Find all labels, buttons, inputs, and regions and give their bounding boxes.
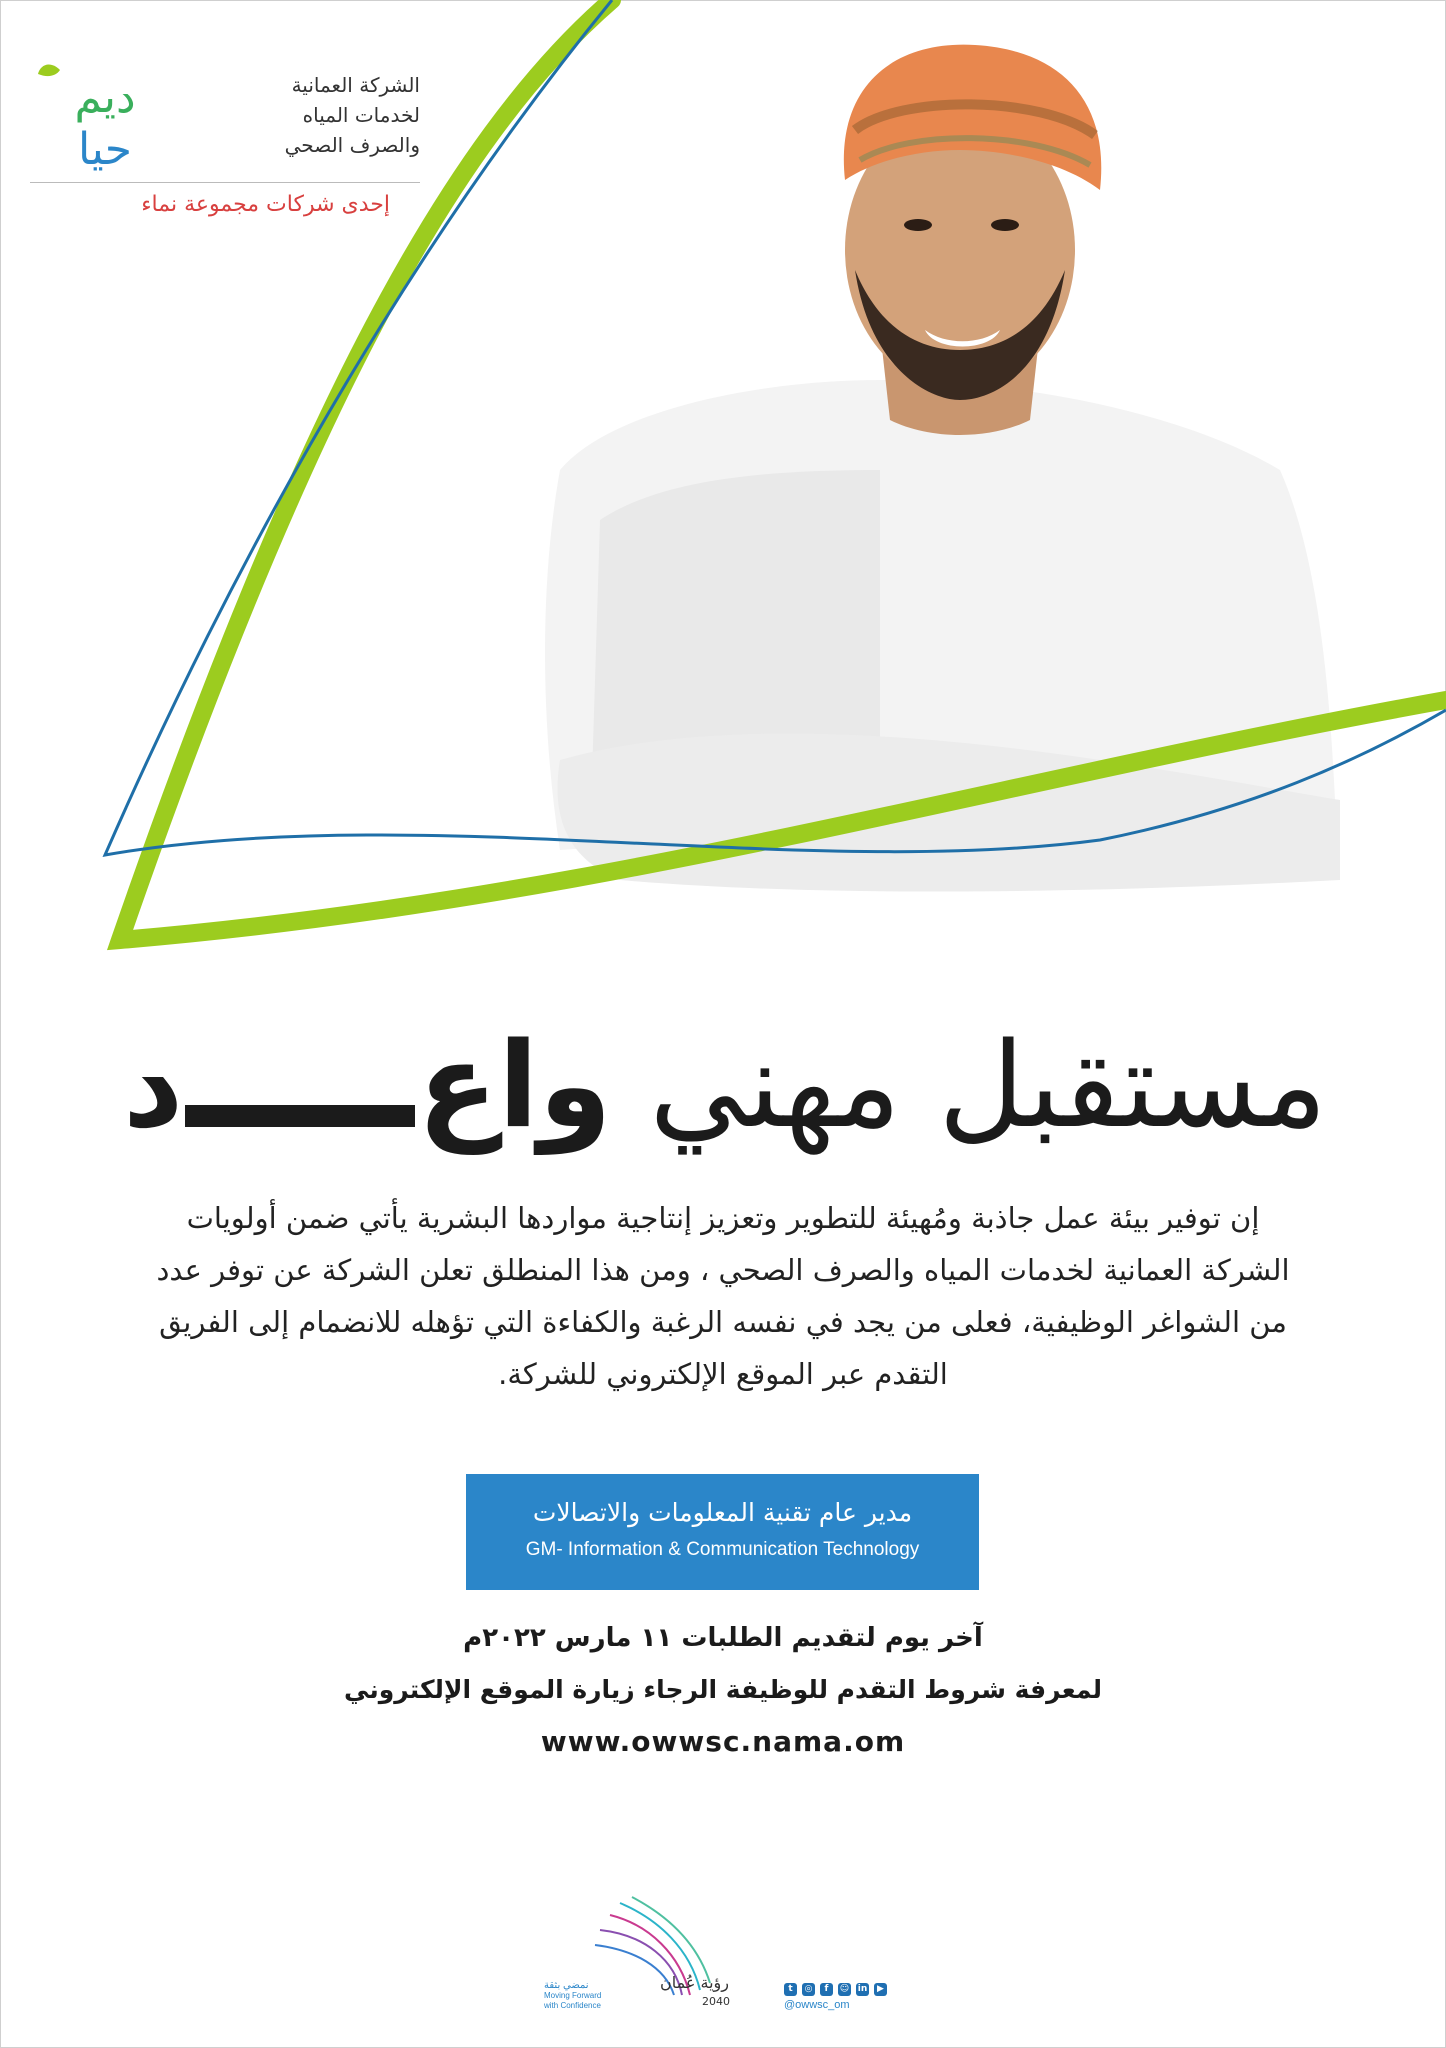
- company-name-line2: لخدمات المياه: [302, 103, 420, 127]
- company-name: [230, 70, 420, 160]
- youtube-icon[interactable]: ▶: [874, 1983, 887, 1996]
- company-logo: [30, 60, 420, 235]
- intro-line: إن توفير بيئة عمل جاذبة ومُهيئة للتطوير وتعزيز إنتاجية مواردها البشرية يأتي ضمن أولويات: [186, 1201, 1260, 1235]
- facebook-icon[interactable]: f: [820, 1983, 833, 1996]
- oman-vision-year: 2040: [702, 1995, 730, 2008]
- job-title-box: [466, 1474, 979, 1590]
- website-link[interactable]: www.owwsc.nama.om: [540, 1725, 906, 1758]
- instagram-icon[interactable]: ◎: [802, 1983, 815, 1996]
- intro-line: من الشواغر الوظيفية، فعلى من يجد في نفسه الرغبة والكفاءة التي تؤهله للانضمام إلى الفريق: [159, 1305, 1287, 1339]
- headline-kashida: [185, 1105, 415, 1127]
- headline: [40, 1015, 1410, 1155]
- snapchat-icon[interactable]: ☺: [839, 1984, 850, 1994]
- logo-divider: [30, 182, 420, 183]
- company-name-line3: والصرف الصحي: [284, 133, 420, 157]
- moving-forward-english-2: with Confidence: [544, 2001, 601, 2010]
- leaf-icon: [38, 64, 60, 76]
- logo-mark-line2: حيا: [78, 124, 132, 175]
- social-handle: @owwsc_om: [784, 1999, 850, 2011]
- intro-line: التقدم عبر الموقع الإلكتروني للشركة.: [498, 1357, 948, 1391]
- intro-paragraph: [100, 1192, 1346, 1400]
- footer-logos: [540, 1895, 920, 2020]
- moving-forward-arabic: نمضي بثقة: [544, 1980, 589, 1991]
- eye-left: [904, 219, 932, 231]
- intro-line: الشركة العمانية لخدمات المياه والصرف الصحي ، ومن هذا المنطلق تعلن الشركة عن توفر عدد: [156, 1253, 1290, 1287]
- logo-mark-line1: ديم: [74, 72, 136, 123]
- headline-light: مستقبل مهني: [649, 1016, 1328, 1154]
- eye-right: [991, 219, 1019, 231]
- group-tagline: إحدى شركات مجموعة نماء: [141, 192, 390, 217]
- headline-bold-start: وا: [498, 1016, 612, 1154]
- twitter-icon[interactable]: t: [784, 1983, 797, 1996]
- headline-bold-end: د: [122, 1016, 184, 1154]
- social-media: [784, 1983, 904, 2011]
- application-deadline: آخر يوم لتقديم الطلبات ١١ مارس ٢٠٢٢م: [463, 1623, 983, 1653]
- oman-vision-text: رؤية عُمان: [660, 1973, 729, 1992]
- visit-website-note: لمعرفة شروط التقدم للوظيفة الرجاء زيارة الموقع الإلكتروني: [344, 1675, 1102, 1704]
- company-name-line1: الشركة العمانية: [291, 73, 420, 97]
- moving-forward-english-1: Moving Forward: [544, 1991, 602, 2000]
- linkedin-icon[interactable]: in: [857, 1984, 868, 1994]
- diam-haya-logo-mark: [30, 60, 180, 180]
- job-title-english: GM- Information & Communication Technology: [525, 1539, 920, 1560]
- job-title-arabic: مدير عام تقنية المعلومات والاتصالات: [532, 1498, 913, 1527]
- headline-bold-mid: ع: [417, 1016, 499, 1154]
